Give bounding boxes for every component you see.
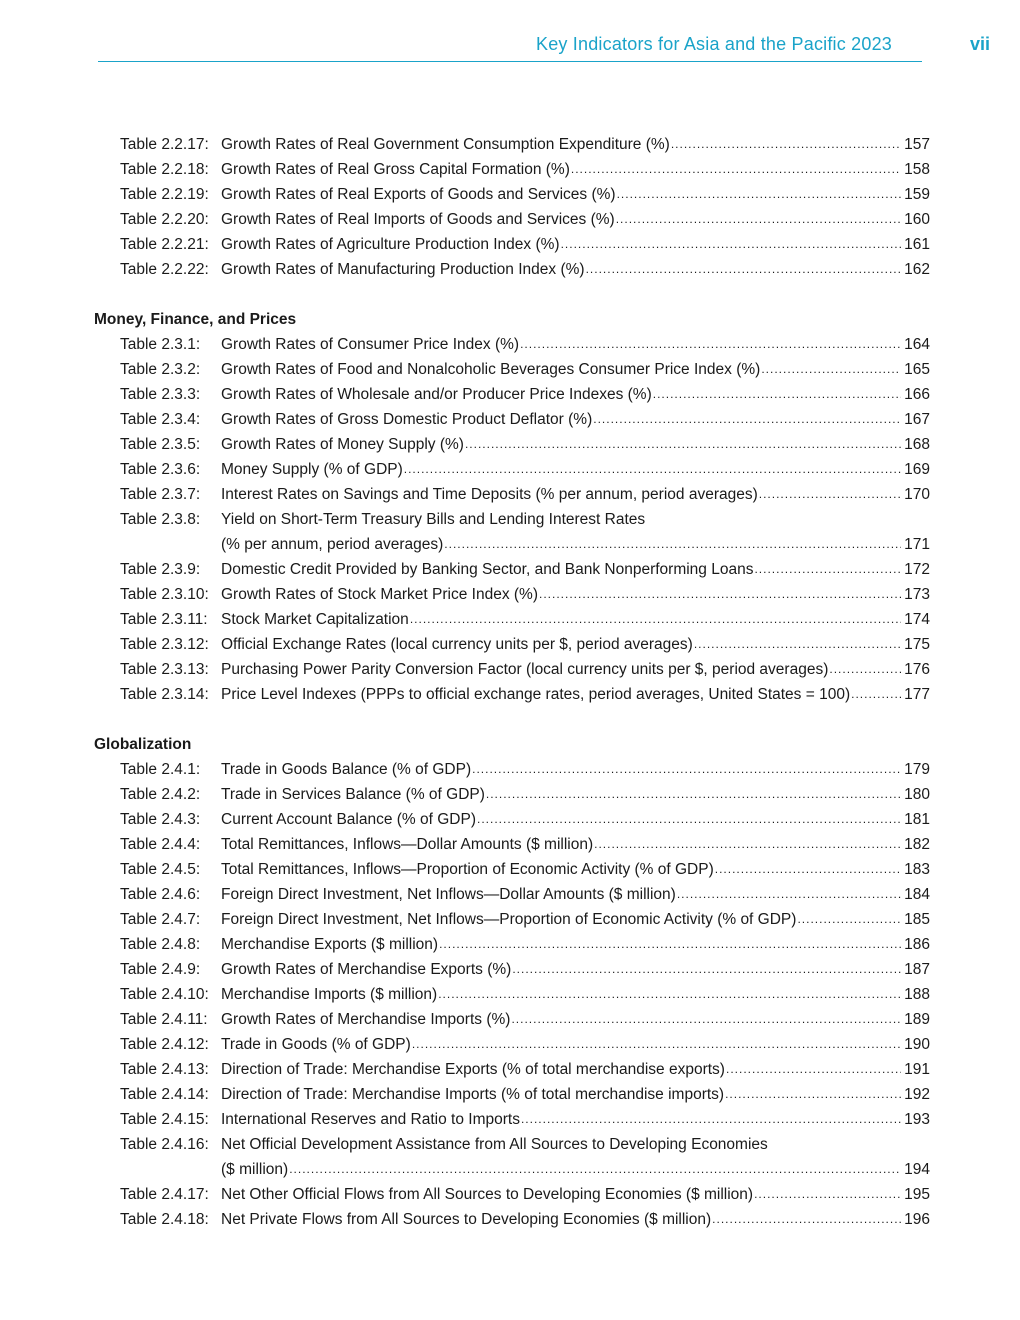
table-title: Growth Rates of Manufacturing Production Index (%) xyxy=(221,261,585,278)
table-title: Interest Rates on Savings and Time Deposits (% per annum, period averages) xyxy=(221,486,758,503)
publication-title: Key Indicators for Asia and the Pacific 2023 xyxy=(535,34,892,54)
toc-entry[interactable] xyxy=(94,807,930,832)
toc-entry[interactable] xyxy=(94,632,930,657)
table-title: ($ million) xyxy=(221,1161,289,1178)
page-reference: 187 xyxy=(904,961,930,978)
toc-entry[interactable] xyxy=(94,407,930,432)
page-reference: 169 xyxy=(904,461,930,478)
table-title: Growth Rates of Money Supply (%) xyxy=(221,436,464,453)
page-reference: 179 xyxy=(904,761,930,778)
toc-entry[interactable] xyxy=(94,257,930,282)
toc-entry[interactable] xyxy=(94,132,930,157)
dot-leader xyxy=(439,932,901,957)
table-number: Table 2.2.21: xyxy=(120,236,209,253)
page-reference: 186 xyxy=(904,936,930,953)
page-reference: 173 xyxy=(904,586,930,603)
table-title: Growth Rates of Merchandise Exports (%) xyxy=(221,961,512,978)
table-number: Table 2.3.14: xyxy=(120,686,209,703)
table-number: Table 2.4.9: xyxy=(120,961,201,978)
page-reference: 185 xyxy=(904,911,930,928)
toc-entry[interactable] xyxy=(94,1032,930,1057)
page-reference: 176 xyxy=(904,661,930,678)
page-reference: 162 xyxy=(904,261,930,278)
table-number: Table 2.4.13: xyxy=(120,1061,209,1078)
table-title: Merchandise Exports ($ million) xyxy=(221,936,439,953)
toc-entry[interactable] xyxy=(94,182,930,207)
toc-section xyxy=(94,732,930,1232)
toc-entry[interactable] xyxy=(94,557,930,582)
toc-entry[interactable] xyxy=(94,1207,930,1232)
page-reference: 195 xyxy=(904,1186,930,1203)
page-reference: 189 xyxy=(904,1011,930,1028)
page-reference: 184 xyxy=(904,886,930,903)
page-reference: 175 xyxy=(904,636,930,653)
toc-entry[interactable] xyxy=(94,157,930,182)
table-number: Table 2.3.4: xyxy=(120,411,201,428)
table-title: International Reserves and Ratio to Imports xyxy=(221,1111,520,1128)
table-number: Table 2.3.11: xyxy=(120,611,208,628)
table-number: Table 2.2.19: xyxy=(120,186,209,203)
table-number: Table 2.4.6: xyxy=(120,886,201,903)
table-title: Growth Rates of Gross Domestic Product Deflator (%) xyxy=(221,411,593,428)
table-title: Growth Rates of Real Gross Capital Formation (%) xyxy=(221,161,570,178)
toc-entry[interactable] xyxy=(94,1132,930,1182)
toc-entry[interactable] xyxy=(94,682,930,707)
table-number: Table 2.4.18: xyxy=(120,1211,209,1228)
page-reference: 183 xyxy=(904,861,930,878)
page-reference: 165 xyxy=(904,361,930,378)
table-title: Money Supply (% of GDP) xyxy=(221,461,403,478)
toc-entry[interactable] xyxy=(94,207,930,232)
dot-leader xyxy=(694,632,901,657)
page-reference: 196 xyxy=(904,1211,930,1228)
page-reference: 188 xyxy=(904,986,930,1003)
dot-leader xyxy=(797,907,901,932)
dot-leader xyxy=(520,332,901,357)
toc-entry[interactable] xyxy=(94,982,930,1007)
dot-leader xyxy=(477,807,901,832)
page-reference: 193 xyxy=(904,1111,930,1128)
dot-leader xyxy=(404,457,901,482)
page-reference: 160 xyxy=(904,211,930,228)
table-title: Net Official Development Assistance from All Sources to Developing Economies xyxy=(221,1136,768,1153)
table-number: Table 2.2.20: xyxy=(120,211,209,228)
table-number: Table 2.4.10: xyxy=(120,986,209,1003)
table-number: Table 2.3.8: xyxy=(120,511,201,528)
table-number: Table 2.4.15: xyxy=(120,1111,209,1128)
table-title: Total Remittances, Inflows—Proportion of Economic Activity (% of GDP) xyxy=(221,861,714,878)
page-reference: 158 xyxy=(904,161,930,178)
dot-leader xyxy=(754,557,901,582)
page-reference: 157 xyxy=(904,136,930,153)
table-number: Table 2.3.12: xyxy=(120,636,209,653)
table-number: Table 2.4.16: xyxy=(120,1136,209,1153)
dot-leader xyxy=(438,982,901,1007)
table-title: Growth Rates of Real Government Consumption Expenditure (%) xyxy=(221,136,670,153)
page-reference: 161 xyxy=(904,236,930,253)
dot-leader xyxy=(594,832,901,857)
table-title: Foreign Direct Investment, Net Inflows—Dollar Amounts ($ million) xyxy=(221,886,676,903)
dot-leader xyxy=(725,1082,901,1107)
dot-leader xyxy=(539,582,901,607)
page-reference: 182 xyxy=(904,836,930,853)
table-number: Table 2.4.3: xyxy=(120,811,201,828)
dot-leader xyxy=(410,607,901,632)
table-number: Table 2.3.7: xyxy=(120,486,201,503)
table-title: Official Exchange Rates (local currency units per $, period averages) xyxy=(221,636,693,653)
table-title: Direction of Trade: Merchandise Exports (% of total merchandise exports) xyxy=(221,1061,725,1078)
table-of-contents xyxy=(94,132,930,1232)
dot-leader xyxy=(671,132,901,157)
table-title: Current Account Balance (% of GDP) xyxy=(221,811,477,828)
table-title: Growth Rates of Real Exports of Goods and Services (%) xyxy=(221,186,616,203)
table-title: Growth Rates of Consumer Price Index (%) xyxy=(221,336,520,353)
table-number: Table 2.3.2: xyxy=(120,361,201,378)
toc-entry[interactable] xyxy=(94,432,930,457)
toc-entry[interactable] xyxy=(94,507,930,557)
toc-entry[interactable] xyxy=(94,957,930,982)
table-number: Table 2.4.7: xyxy=(120,911,201,928)
table-number: Table 2.3.5: xyxy=(120,436,201,453)
dot-leader xyxy=(715,857,901,882)
dot-leader xyxy=(829,657,901,682)
toc-entry[interactable] xyxy=(94,757,930,782)
page-reference: 170 xyxy=(904,486,930,503)
table-number: Table 2.2.22: xyxy=(120,261,209,278)
table-number: Table 2.3.9: xyxy=(120,561,201,578)
toc-entry[interactable] xyxy=(94,932,930,957)
table-number: Table 2.3.13: xyxy=(120,661,209,678)
toc-entry[interactable] xyxy=(94,657,930,682)
section-heading: Globalization xyxy=(94,736,192,753)
toc-entry[interactable] xyxy=(94,582,930,607)
table-title: Growth Rates of Stock Market Price Index (%) xyxy=(221,586,538,603)
table-title: Foreign Direct Investment, Net Inflows—Proportion of Economic Activity (% of GDP) xyxy=(221,911,797,928)
page-number: vii xyxy=(969,34,990,54)
page-reference: 191 xyxy=(904,1061,930,1078)
table-number: Table 2.4.17: xyxy=(120,1186,209,1203)
dot-leader xyxy=(653,382,901,407)
table-title: Stock Market Capitalization xyxy=(221,611,409,628)
dot-leader xyxy=(593,407,901,432)
dot-leader xyxy=(561,232,901,257)
dot-leader xyxy=(486,782,901,807)
page-reference: 174 xyxy=(904,611,930,628)
dot-leader xyxy=(521,1107,901,1132)
table-number: Table 2.4.14: xyxy=(120,1086,209,1103)
page-reference: 171 xyxy=(904,536,930,553)
table-number: Table 2.2.17: xyxy=(120,136,209,153)
dot-leader xyxy=(712,1207,901,1232)
table-title: Direction of Trade: Merchandise Imports (% of total merchandise imports) xyxy=(221,1086,725,1103)
table-number: Table 2.3.6: xyxy=(120,461,201,478)
toc-entry[interactable] xyxy=(94,832,930,857)
dot-leader xyxy=(472,757,901,782)
table-title: Trade in Goods Balance (% of GDP) xyxy=(221,761,472,778)
dot-leader xyxy=(571,157,901,182)
toc-entry[interactable] xyxy=(94,332,930,357)
table-title: Domestic Credit Provided by Banking Sector, and Bank Nonperforming Loans xyxy=(221,561,754,578)
dot-leader xyxy=(512,957,901,982)
table-title: Growth Rates of Wholesale and/or Producer Price Indexes (%) xyxy=(221,386,652,403)
dot-leader xyxy=(761,357,901,382)
header-divider xyxy=(98,61,922,62)
page-reference: 172 xyxy=(904,561,930,578)
toc-entry[interactable] xyxy=(94,1057,930,1082)
toc-entry[interactable] xyxy=(94,457,930,482)
toc-entry[interactable] xyxy=(94,382,930,407)
table-title: Net Private Flows from All Sources to Developing Economies ($ million) xyxy=(221,1211,712,1228)
page-reference: 192 xyxy=(904,1086,930,1103)
page-reference: 194 xyxy=(904,1161,930,1178)
table-number: Table 2.3.10: xyxy=(120,586,209,603)
toc-entry[interactable] xyxy=(94,1007,930,1032)
dot-leader xyxy=(851,682,901,707)
table-title: Trade in Services Balance (% of GDP) xyxy=(221,786,485,803)
page-reference: 190 xyxy=(904,1036,930,1053)
dot-leader xyxy=(617,182,901,207)
toc-entry[interactable] xyxy=(94,607,930,632)
table-title: (% per annum, period averages) xyxy=(221,536,444,553)
table-title: Growth Rates of Food and Nonalcoholic Beverages Consumer Price Index (%) xyxy=(221,361,761,378)
toc-entry[interactable] xyxy=(94,782,930,807)
table-number: Table 2.4.8: xyxy=(120,936,201,953)
toc-entry[interactable] xyxy=(94,907,930,932)
page-reference: 180 xyxy=(904,786,930,803)
dot-leader xyxy=(759,482,901,507)
table-number: Table 2.4.5: xyxy=(120,861,201,878)
toc-section xyxy=(94,307,930,707)
dot-leader xyxy=(412,1032,901,1057)
page-reference: 168 xyxy=(904,436,930,453)
page-reference: 159 xyxy=(904,186,930,203)
table-title: Price Level Indexes (PPPs to official exchange rates, period averages, United States = 100) xyxy=(221,686,851,703)
toc-entry[interactable] xyxy=(94,882,930,907)
dot-leader xyxy=(289,1157,901,1182)
dot-leader xyxy=(586,257,901,282)
toc-entry[interactable] xyxy=(94,1082,930,1107)
table-title: Merchandise Imports ($ million) xyxy=(221,986,438,1003)
table-number: Table 2.3.1: xyxy=(120,336,201,353)
dot-leader xyxy=(444,532,901,557)
table-title: Total Remittances, Inflows—Dollar Amounts ($ million) xyxy=(221,836,594,853)
dot-leader xyxy=(465,432,901,457)
toc-entry[interactable] xyxy=(94,232,930,257)
dot-leader xyxy=(616,207,901,232)
page-reference: 166 xyxy=(904,386,930,403)
page-reference: 164 xyxy=(904,336,930,353)
table-title: Purchasing Power Parity Conversion Factor (local currency units per $, period averages) xyxy=(221,661,829,678)
toc-entry[interactable] xyxy=(94,1182,930,1207)
page-header xyxy=(98,28,990,62)
table-number: Table 2.4.11: xyxy=(120,1011,208,1028)
table-number: Table 2.4.12: xyxy=(120,1036,209,1053)
section-heading: Money, Finance, and Prices xyxy=(94,311,297,328)
dot-leader xyxy=(677,882,901,907)
dot-leader xyxy=(754,1182,901,1207)
page-reference: 167 xyxy=(904,411,930,428)
table-title: Growth Rates of Merchandise Imports (%) xyxy=(221,1011,511,1028)
table-number: Table 2.4.4: xyxy=(120,836,201,853)
dot-leader xyxy=(511,1007,901,1032)
table-number: Table 2.2.18: xyxy=(120,161,209,178)
table-title: Trade in Goods (% of GDP) xyxy=(221,1036,411,1053)
table-title: Growth Rates of Agriculture Production Index (%) xyxy=(221,236,560,253)
toc-entry[interactable] xyxy=(94,857,930,882)
toc-section xyxy=(94,132,930,282)
table-title: Yield on Short-Term Treasury Bills and Lending Interest Rates xyxy=(221,511,646,528)
page-reference: 181 xyxy=(904,811,930,828)
page-reference: 177 xyxy=(904,686,930,703)
table-number: Table 2.3.3: xyxy=(120,386,201,403)
table-title: Net Other Official Flows from All Sources to Developing Economies ($ million) xyxy=(221,1186,754,1203)
table-number: Table 2.4.2: xyxy=(120,786,201,803)
table-number: Table 2.4.1: xyxy=(120,761,201,778)
toc-entry[interactable] xyxy=(94,482,930,507)
dot-leader xyxy=(726,1057,901,1082)
toc-entry[interactable] xyxy=(94,357,930,382)
toc-entry[interactable] xyxy=(94,1107,930,1132)
table-title: Growth Rates of Real Imports of Goods and Services (%) xyxy=(221,211,615,228)
